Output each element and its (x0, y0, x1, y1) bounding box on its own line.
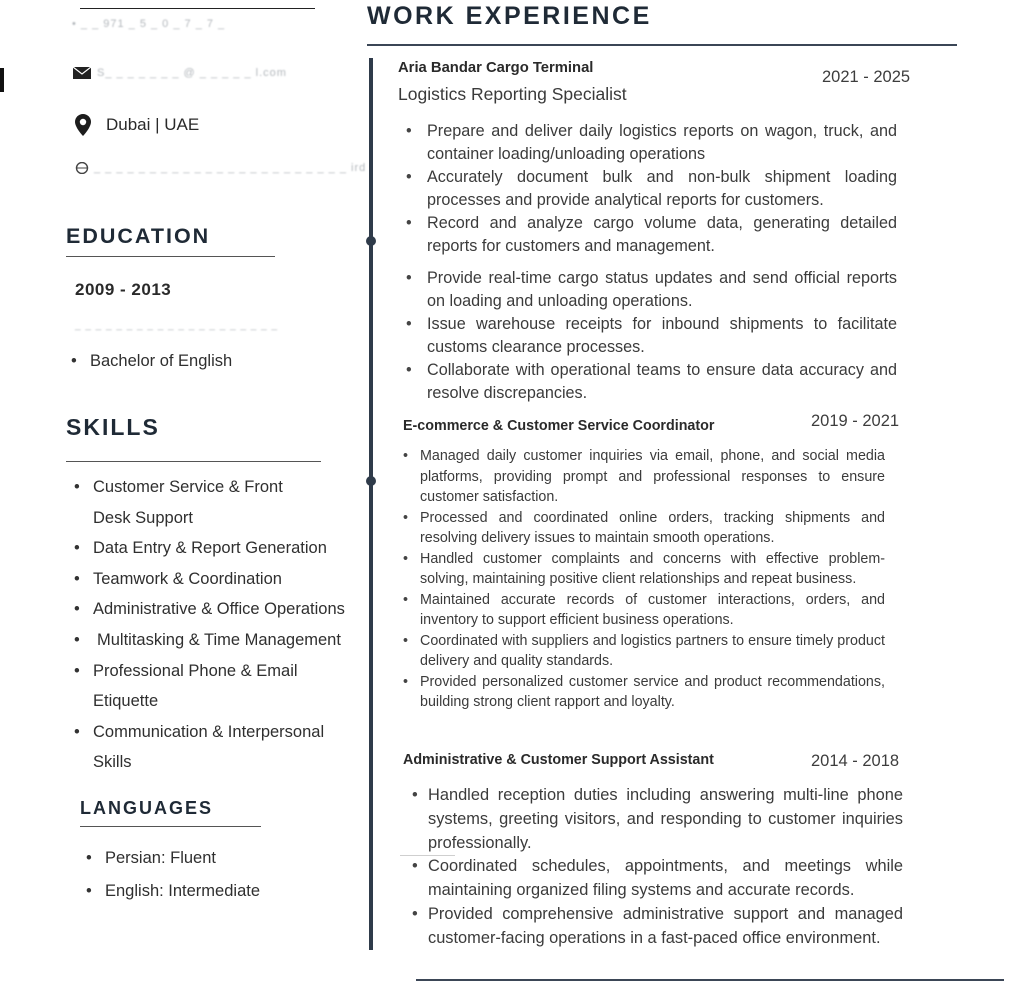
job-bullet: • Handled reception duties including answering multi-line phone systems, greeting visitors, and responding to customer inquiries professionally. (410, 784, 903, 855)
bottom-rule (416, 979, 1004, 981)
job-role: Logistics Reporting Specialist (398, 84, 627, 104)
website-redacted: _ _ _ _ _ _ _ _ _ _ _ _ _ _ _ _ _ _ _ _ _ _ _ ird (94, 162, 367, 174)
email-icon (73, 67, 91, 79)
globe-icon (74, 162, 90, 174)
website-row (74, 162, 366, 174)
job-bullet: • Maintained accurate records of customer interactions, orders, and inventory to support efficient business operations. (402, 590, 885, 631)
skill-item: • Professional Phone & Email Etiquette (66, 656, 303, 717)
job-dates: 2019 - 2021 (811, 412, 900, 430)
skill-item: • Teamwork & Coordination (66, 564, 366, 595)
job-company: E-commerce & Customer Service Coordinator (403, 418, 715, 434)
job-bullet: • Provide real-time cargo status updates and send official reports on loading and unloading operations. (399, 267, 897, 313)
job-bullet: • Collaborate with operational teams to ensure data accuracy and resolve discrepancies. (399, 359, 897, 405)
languages-list (78, 842, 260, 908)
skill-item: • Multitasking & Time Management (66, 625, 366, 656)
job-dates: 2014 - 2018 (811, 752, 900, 770)
job-bullet: • Processed and coordinated online orders, tracking shipments and resolving delivery issues to maintain smooth operations. (402, 508, 885, 549)
job-company: Administrative & Customer Support Assistant (403, 752, 714, 768)
education-degree: • Bachelor of English (63, 349, 232, 373)
timeline-dot (366, 236, 376, 246)
job-bullet: • Prepare and deliver daily logistics reports on wagon, truck, and container loading/unloading operations (399, 120, 897, 166)
contact-top-rule (80, 8, 315, 9)
work-experience-heading: WORK EXPERIENCE (367, 2, 652, 30)
job-bullet: • Provided personalized customer service and product recommendations, building strong client rapport and loyalty. (402, 672, 885, 713)
education-heading: EDUCATION (66, 224, 211, 248)
school-redacted: _ _ _ _ _ _ _ _ _ _ _ _ _ _ _ _ _ _ _ _ (75, 320, 279, 331)
language-item: • English: Intermediate (78, 875, 260, 908)
skill-item: • Data Entry & Report Generation (66, 533, 366, 564)
job-bullets (399, 120, 897, 405)
job-company: Aria Bandar Cargo Terminal (398, 60, 594, 76)
education-rule (66, 256, 275, 257)
education-degree-list (63, 349, 232, 373)
skills-list (66, 472, 366, 778)
work-experience-rule (367, 44, 957, 46)
faint-divider (400, 855, 455, 856)
language-item: • Persian: Fluent (78, 842, 260, 875)
location-row (75, 114, 199, 136)
skill-item: • Administrative & Office Operations (66, 594, 366, 625)
job-bullet: • Accurately document bulk and non-bulk shipment loading processes and provide analytical reports for customers. (399, 166, 897, 212)
job-bullets (410, 784, 903, 951)
job-bullet: • Issue warehouse receipts for inbound shipments to facilitate customs clearance processes. (399, 313, 897, 359)
map-pin-icon (75, 114, 91, 136)
location-text: Dubai | UAE (106, 115, 200, 134)
email-row (73, 67, 287, 79)
education-years: 2009 - 2013 (75, 280, 172, 299)
job-bullet: • Record and analyze cargo volume data, generating detailed reports for customers and management. (399, 212, 897, 258)
job-bullet: • Handled customer complaints and concerns with effective problem-solving, maintaining positive client relationships and repeat business. (402, 549, 885, 590)
crop-edge-artifact (0, 68, 4, 92)
timeline-bar (369, 58, 373, 950)
phone-redacted: • _ _ 971 _ 5 _ 0 _ 7 _ 7 _ (72, 18, 226, 30)
languages-rule (80, 826, 261, 827)
skill-item: • Customer Service & Front Desk Support (66, 472, 323, 533)
job-bullets (402, 446, 885, 713)
email-redacted: S_ _ _ _ _ _ _ @ _ _ _ _ _ l.com (97, 67, 287, 79)
skills-heading: SKILLS (66, 414, 160, 440)
job-bullet: • Managed daily customer inquiries via email, phone, and social media platforms, providing prompt and professional responses to ensure customer satisfaction. (402, 446, 885, 508)
job-dates: 2021 - 2025 (822, 68, 911, 86)
skills-rule (66, 461, 321, 462)
job-bullet: • Provided comprehensive administrative support and managed customer-facing operations in a fast-paced office environment. (410, 903, 903, 951)
job-bullet: • Coordinated with suppliers and logistics partners to ensure timely product delivery and quality standards. (402, 631, 885, 672)
timeline-dot (366, 476, 376, 486)
job-bullet: • Coordinated schedules, appointments, and meetings while maintaining organized filing systems and accurate records. (410, 855, 903, 903)
languages-heading: LANGUAGES (80, 798, 214, 818)
skill-item: • Communication & Interpersonal Skills (66, 717, 333, 778)
